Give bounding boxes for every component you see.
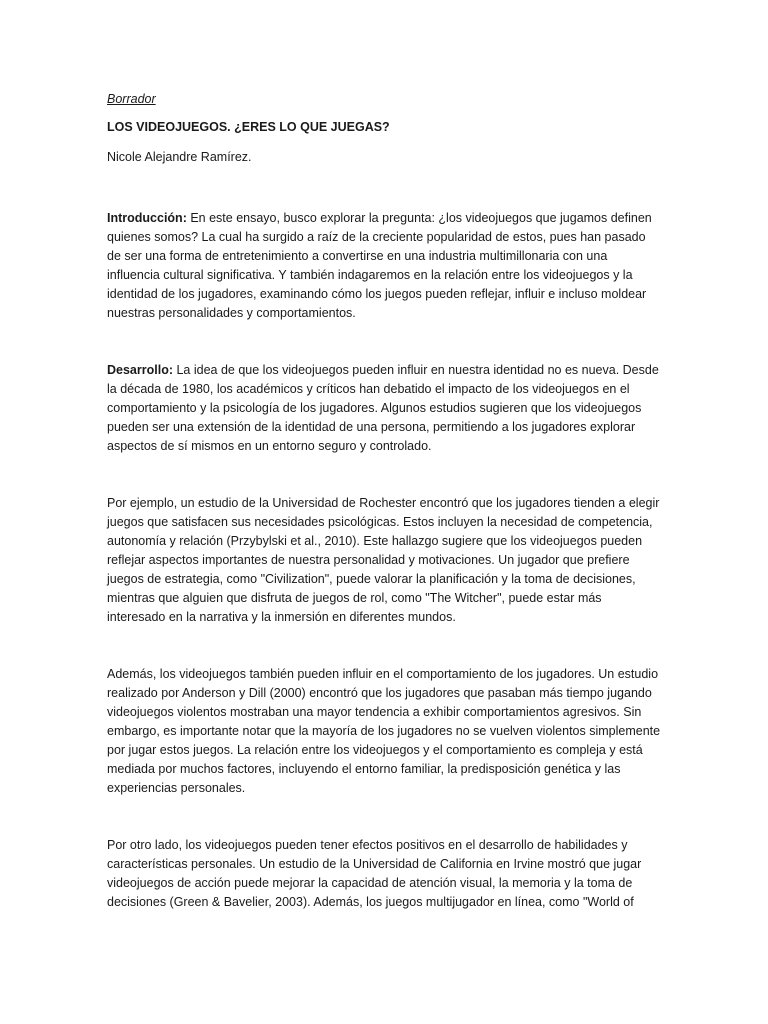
document-page bbox=[107, 90, 662, 912]
paragraph-example: Por ejemplo, un estudio de la Universidad de Rochester encontró que los jugadores tienden a elegir juegos que satisfacen sus necesidades psicológicas. Estos incluyen la necesidad de competencia, autonomía y relación (Przybylski et al., 2010). Este hallazgo sugiere que los videojuegos pueden reflejar aspectos importantes de nuestra personalidad y motivaciones. Un jugador que prefiere juegos de estrategia, como "Civilization", puede valorar la planificación y la toma de decisiones, mientras que alguien que disfruta de juegos de rol, como "The Witcher", puede estar más interesado en la narrativa y la inmersión en diferentes mundos. bbox=[107, 496, 660, 624]
author-name: Nicole Alejandre Ramírez. bbox=[107, 150, 252, 164]
paragraph-text: En este ensayo, busco explorar la pregunta: ¿los videojuegos que jugamos definen quienes somos? La cual ha surgido a raíz de la creciente popularidad de estos, pues han pasado de ser una forma de entretenimiento a convertirse en una industria multimillonaria con una influencia cultural significativa. Y también indagaremos en la relación entre los videojuegos y la identidad de los jugadores, examinando cómo los juegos pueden reflejar, influir e incluso moldear nuestras personalidades y comportamientos. bbox=[107, 211, 652, 320]
paragraph-furthermore: Además, los videojuegos también pueden influir en el comportamiento de los jugadores. Un estudio realizado por Anderson y Dill (2000) encontró que los jugadores que pasaban más tiempo jugando videojuegos violentos mostraban una mayor tendencia a exhibir comportamientos agresivos. Sin embargo, es importante notar que la mayoría de los jugadores no se vuelven violentos simplemente por jugar estos juegos. La relación entre los videojuegos y el comportamiento es compleja y está mediada por muchos factores, incluyendo el entorno familiar, la predisposición genética y las experiencias personales. bbox=[107, 667, 661, 795]
document-title: LOS VIDEOJUEGOS. ¿ERES LO QUE JUEGAS? bbox=[107, 120, 390, 134]
paragraph-lead: Desarrollo: bbox=[107, 363, 173, 377]
draft-label: Borrador bbox=[107, 92, 156, 106]
paragraph-introduction bbox=[107, 209, 662, 323]
paragraph-development bbox=[107, 361, 662, 456]
paragraph-on-the-other-hand: Por otro lado, los videojuegos pueden tener efectos positivos en el desarrollo de habilidades y características personales. Un estudio de la Universidad de California en Irvine mostró que jugar videojuegos de acción puede mejorar la capacidad de atención visual, la memoria y la toma de decisiones (Green & Bavelier, 2003). Además, los juegos multijugador en línea, como "World of bbox=[107, 838, 642, 909]
paragraph-text: La idea de que los videojuegos pueden influir en nuestra identidad no es nueva. Desde la década de 1980, los académicos y críticos han debatido el impacto de los videojuegos en el comportamiento y la psicología de los jugadores. Algunos estudios sugieren que los videojuegos pueden ser una extensión de la identidad de una persona, permitiendo a los jugadores explorar aspectos de sí mismos en un entorno seguro y controlado. bbox=[107, 363, 659, 453]
paragraph-lead: Introducción: bbox=[107, 211, 187, 225]
